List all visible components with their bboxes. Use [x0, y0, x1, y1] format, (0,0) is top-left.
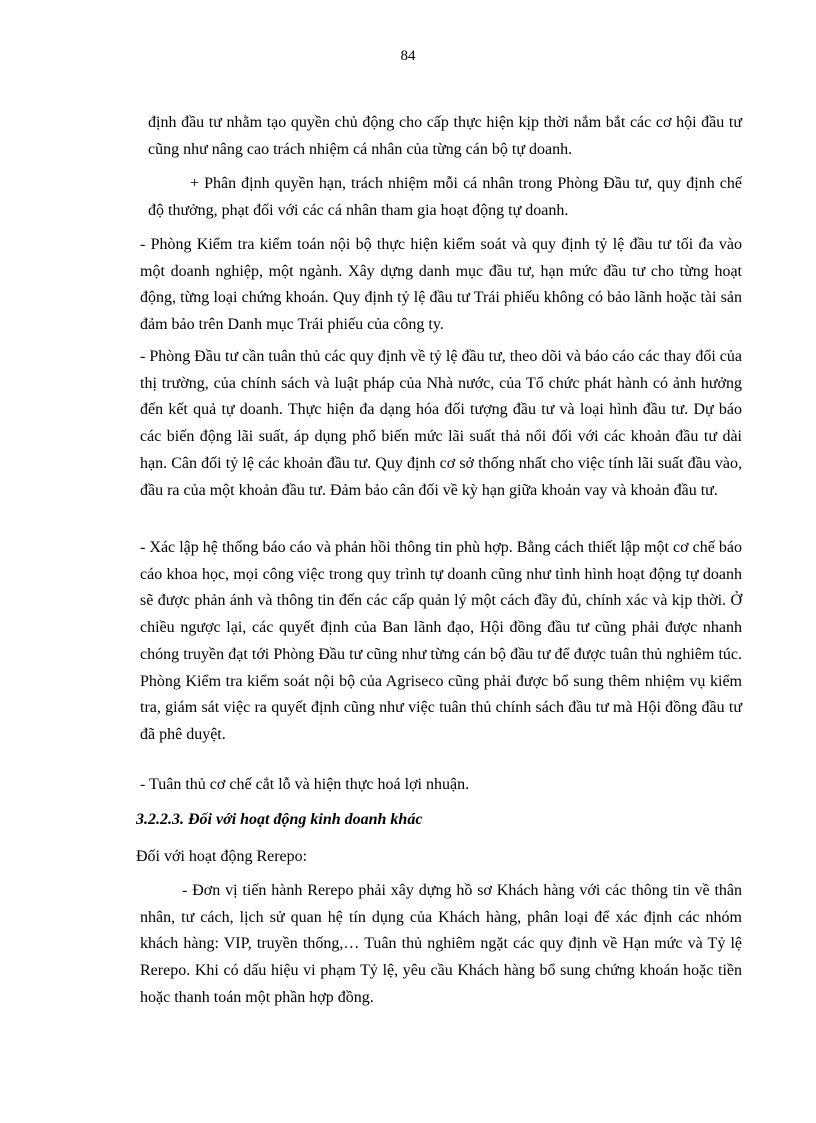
paragraph-reporting-system: - Xác lập hệ thống báo cáo và phản hồi thông tin phù hợp. Bằng cách thiết lập một cơ chế báo cáo khoa học, mọi công việc trong quy trình tự doanh cũng như tình hình hoạt động tự doanh sẽ được phản ánh và thông tin đến các cấp quản lý một cách đầy đủ, chính xác và kịp thời. Ở chiều ngược lại, các quyết định của Ban lãnh đạo, Hội đồng đầu tư cũng phải được nhanh chóng truyền đạt tới Phòng Đầu tư cũng như từng cán bộ đầu tư để được tuân thủ nghiêm túc. Phòng Kiểm tra kiểm soát nội bộ của Agriseco cũng phải được bổ sung thêm nhiệm vụ kiểm tra, giám sát việc ra quyết định cũng như việc tuân thủ chính sách đầu tư mà Hội đồng đầu tư đã phê duyệt.: [140, 539, 742, 743]
paragraph-internal-audit: - Phòng Kiểm tra kiểm toán nội bộ thực hiện kiểm soát và quy định tỷ lệ đầu tư tối đa vào một doanh nghiệp, một ngành. Xây dựng danh mục đầu tư, hạn mức đầu tư cho từng hoạt động, từng loại chứng khoán. Quy định tỷ lệ đầu tư Trái phiếu không có bảo lãnh hoặc tài sản đảm bảo trên Danh mục Trái phiếu của công ty.: [140, 236, 742, 334]
paragraph-investment-dept: - Phòng Đầu tư cần tuân thủ các quy định về tỷ lệ đầu tư, theo dõi và báo cáo các thay đổi của thị trường, của chính sách và luật pháp của Nhà nước, của Tổ chức phát hành có ảnh hưởng đến kết quả tự doanh. Thực hiện đa dạng hóa đối tượng đầu tư và loại hình đầu tư. Dự báo các biến động lãi suất, áp dụng phổ biến mức lãi suất thả nổi đối với các khoản đầu tư dài hạn. Cân đối tỷ lệ các khoản đầu tư. Quy định cơ sở thống nhất cho việc tính lãi suất đầu vào, đầu ra của một khoản đầu tư. Đảm bảo cân đối về kỳ hạn giữa khoản vay và khoản đầu tư.: [140, 348, 742, 499]
section-heading: 3.2.2.3. Đối với hoạt động kinh doanh khác: [136, 811, 423, 828]
paragraph-rerepo-intro: Đối với hoạt động Rerepo:: [136, 848, 308, 865]
page-number: 84: [400, 48, 416, 64]
paragraph-responsibility: + Phân định quyền hạn, trách nhiệm mỗi cá nhân trong Phòng Đầu tư, quy định chế độ thưởng, phạt đối với các cá nhân tham gia hoạt động tự doanh.: [148, 175, 742, 219]
paragraph-stop-loss: - Tuân thủ cơ chế cắt lỗ và hiện thực hoá lợi nhuận.: [140, 776, 470, 793]
paragraph-investment-decision: định đầu tư nhằm tạo quyền chủ động cho cấp thực hiện kịp thời nắm bắt các cơ hội đầu tư cũng như nâng cao trách nhiệm cá nhân của từng cán bộ tự doanh.: [148, 114, 742, 158]
paragraph-rerepo-details: - Đơn vị tiến hành Rerepo phải xây dựng hồ sơ Khách hàng với các thông tin về thân nhân, tư cách, lịch sử quan hệ tín dụng của Khách hàng, phân loại để xác định các nhóm khách hàng: VIP, truyền thống,… Tuân thủ nghiêm ngặt các quy định về Hạn mức và Tỷ lệ Rerepo. Khi có dấu hiệu vi phạm Tỷ lệ, yêu cầu Khách hàng bổ sung chứng khoán hoặc tiền hoặc thanh toán một phần hợp đồng.: [140, 882, 742, 1006]
